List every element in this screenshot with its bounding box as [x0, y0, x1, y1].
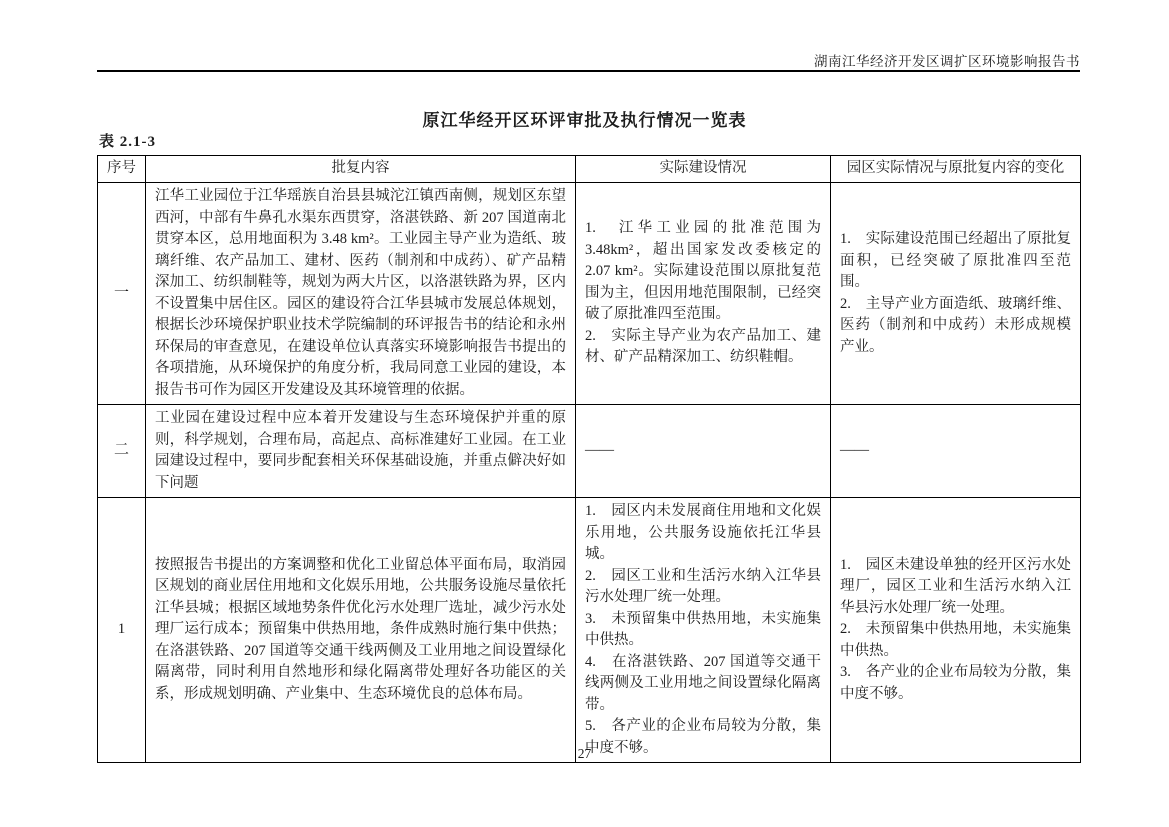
page-number: 27	[577, 746, 592, 761]
column-header-approval-content: 批复内容	[146, 156, 576, 183]
table-row	[98, 498, 1081, 763]
list-item: 3. 未预留集中供热用地，未实施集中供热。	[585, 610, 821, 648]
row1-actual-construction	[576, 183, 831, 405]
header-rule	[97, 70, 1080, 72]
column-header-serial: 序号	[98, 156, 146, 183]
row3-changes	[831, 498, 1081, 763]
row3-serial: 1	[98, 498, 146, 763]
row2-serial: 二	[98, 405, 146, 498]
row2-actual-construction-dash: ——	[576, 405, 831, 498]
row3-actual-construction	[576, 498, 831, 763]
list-item: 2. 园区工业和生活污水纳入江华县污水处理厂统一处理。	[585, 567, 821, 605]
column-header-actual-construction: 实际建设情况	[576, 156, 831, 183]
row2-approval-content: 工业园在建设过程中应本着开发建设与生态环境保护并重的原则，科学规划，合理布局，高起点、高标准建好工业园。在工业园建设过程中，要同步配套相关环保基础设施，并重点僻决好如下问题	[146, 405, 576, 498]
row1-approval-content: 江华工业园位于江华瑶族自治县县城沱江镇西南侧，规划区东望西河，中部有牛鼻孔水渠东西贯穿，洛湛铁路、新 207 国道南北贯穿本区，总用地面积为 3.48 km²。工业园主导产业为造纸、玻璃纤维、农产品加工、建材、医药（制剂和中成药）、矿产品精深加工、纺织制鞋等，规划为两大片区，以洛湛铁路为界，区内不设置集中居住区。园区的建设符合江华县城市发展总体规划，根据长沙环境保护职业技术学院编制的环评报告书的结论和永州环保局的审查意见，在建设单位认真落实环境影响报告书提出的各项措施，从环境保护的角度分析，我局同意工业园的建设，本报告书可作为园区开发建设及其环境管理的依据。	[146, 183, 576, 405]
row2-changes-dash: ——	[831, 405, 1081, 498]
page-title: 原江华经开区环评审批及执行情况一览表	[422, 111, 747, 130]
list-item: 3. 各产业的企业布局较为分散，集中度不够。	[840, 664, 1071, 702]
list-item: 1. 园区未建设单独的经开区污水处理厂，园区工业和生活污水纳入江华县污水处理厂统一处理。	[840, 556, 1071, 616]
table-number-label: 表 2.1-3	[99, 134, 156, 150]
list-item: 1. 江华工业园的批准范围为3.48km²，超出国家发改委核定的 2.07 km²。实际建设范围以原批复范围为主，但因用地范围限制，已经突破了原批准四至范围。	[585, 220, 821, 323]
column-header-changes: 园区实际情况与原批复内容的变化	[831, 156, 1081, 183]
table-row	[98, 405, 1081, 498]
table-header-row	[98, 156, 1081, 183]
list-item: 2. 未预留集中供热用地，未实施集中供热。	[840, 621, 1071, 659]
approval-status-table	[97, 155, 1081, 763]
report-running-head: 湖南江华经济开发区调扩区环境影响报告书	[814, 54, 1080, 69]
row1-serial: 一	[98, 183, 146, 405]
row3-approval-content: 按照报告书提出的方案调整和优化工业留总体平面布局，取消园区规划的商业居住用地和文化娱乐用地，公共服务设施尽量依托江华县城；根据区域地势条件优化污水处理厂选址，减少污水处理厂运行成本；预留集中供热用地，条件成熟时施行集中供热；在洛湛铁路、207 国道等交通干线两侧及工业用地之间设置绿化隔离带，同时利用自然地形和绿化隔离带处理好各功能区的关系，形成规划明确、产业集中、生态环境优良的总体布局。	[146, 498, 576, 763]
list-item: 4. 在洛湛铁路、207 国道等交通干线两侧及工业用地之间设置绿化隔离带。	[585, 653, 821, 713]
row1-changes	[831, 183, 1081, 405]
list-item: 2. 主导产业方面造纸、玻璃纤维、医药（制剂和中成药）未形成规模产业。	[840, 295, 1071, 355]
list-item: 1. 园区内未发展商住用地和文化娱乐用地，公共服务设施依托江华县城。	[585, 503, 821, 562]
list-item: 1. 实际建设范围已经超出了原批复面积，已经突破了原批准四至范围。	[840, 231, 1071, 290]
list-item: 5. 各产业的企业布局较为分散，集中度不够。	[585, 718, 821, 756]
table-row	[98, 183, 1081, 405]
list-item: 2. 实际主导产业为农产品加工、建材、矿产品精深加工、纺织鞋帽。	[585, 327, 821, 366]
